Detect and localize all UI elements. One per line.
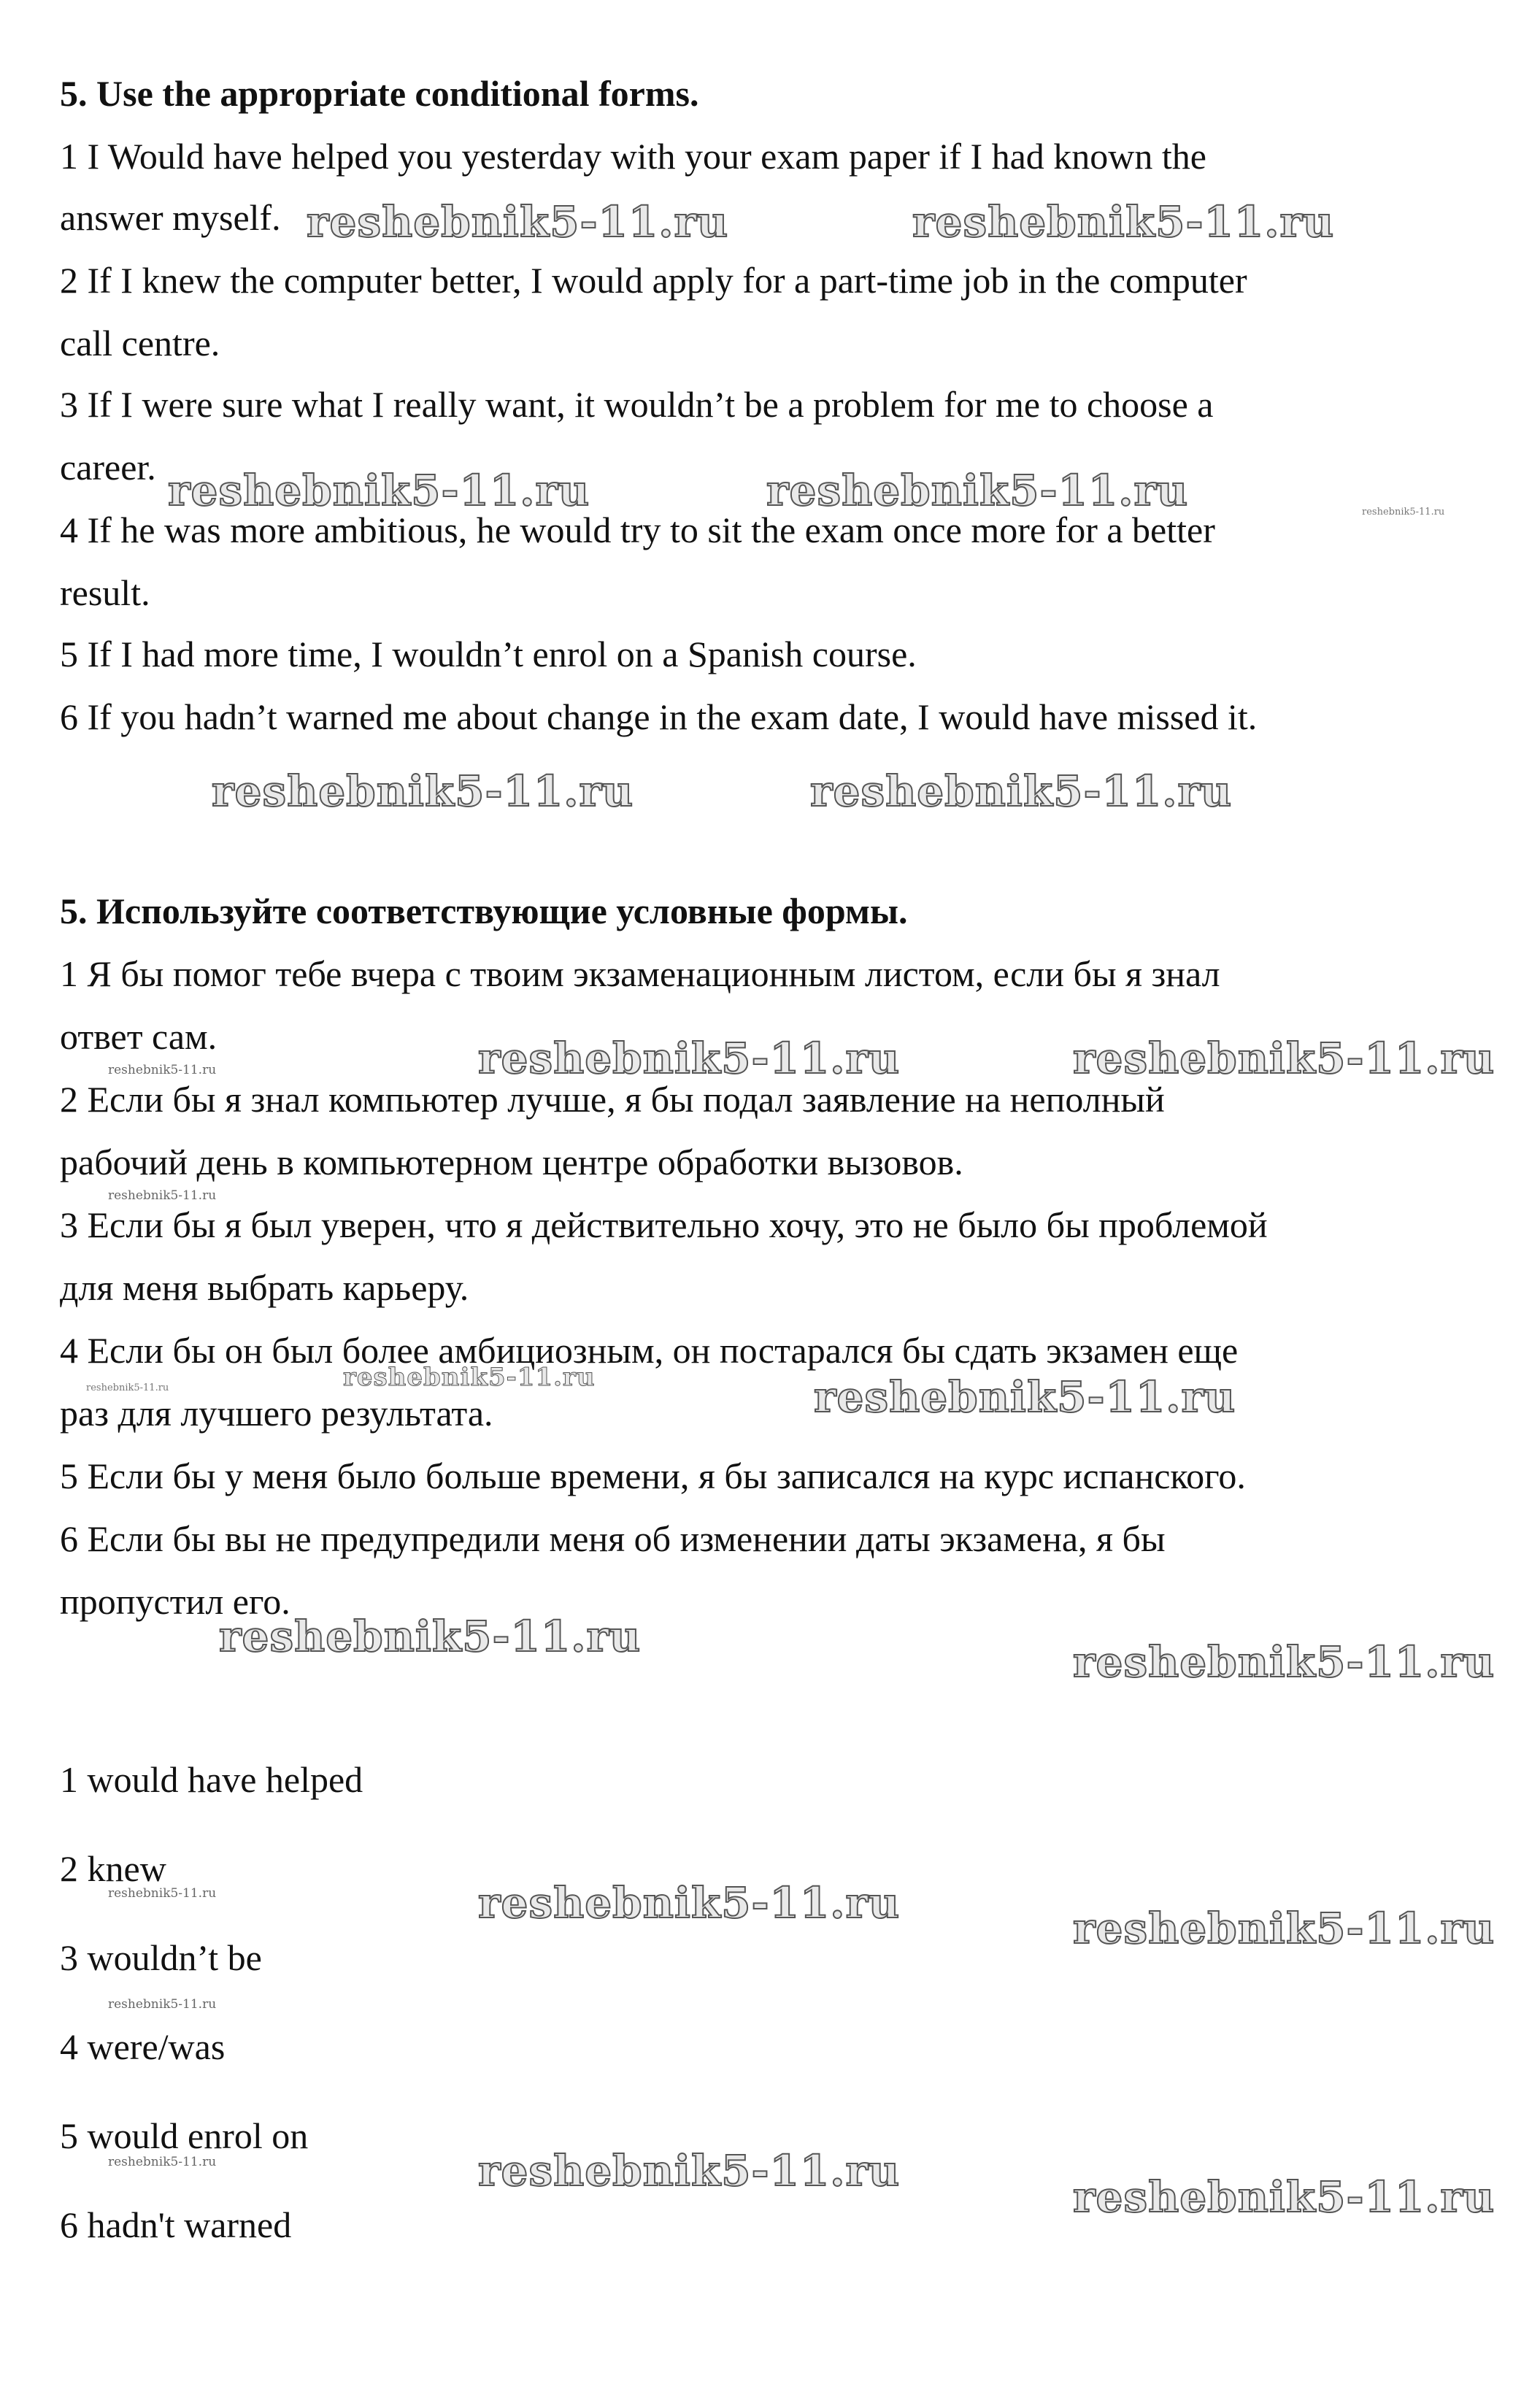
- russian-line: для меня выбрать карьеру.: [60, 1267, 469, 1308]
- answer-item: 3 wouldn’t be: [60, 1937, 262, 1978]
- watermark: reshebnik5-11.ru: [810, 766, 1233, 816]
- watermark: reshebnik5-11.ru: [108, 1997, 217, 2012]
- english-line: result.: [60, 572, 150, 613]
- watermark: reshebnik5-11.ru: [108, 1886, 217, 1901]
- watermark: reshebnik5-11.ru: [1073, 1034, 1495, 1083]
- russian-line: раз для лучшего результата.: [60, 1393, 493, 1434]
- english-line: 1 I Would have helped you yesterday with your exam paper if I had known the: [60, 136, 1206, 177]
- watermark: reshebnik5-11.ru: [478, 1878, 901, 1928]
- russian-line: 4 Если бы он был более амбициозным, он постарался бы сдать экзамен еще: [60, 1330, 1239, 1371]
- english-line: call centre.: [60, 323, 220, 364]
- watermark: reshebnik5-11.ru: [814, 1372, 1236, 1422]
- english-line: 2 If I knew the computer better, I would apply for a part-time job in the computer: [60, 260, 1247, 301]
- english-line: 3 If I were sure what I really want, it wouldn’t be a problem for me to choose a: [60, 384, 1214, 425]
- russian-line: ответ сам.: [60, 1016, 217, 1057]
- answer-item: 2 knew: [60, 1848, 166, 1889]
- answer-item: 1 would have helped: [60, 1759, 363, 1800]
- english-line: 4 If he was more ambitious, he would try to sit the exam once more for a better: [60, 509, 1215, 550]
- english-line: career.: [60, 447, 156, 488]
- answer-item: 6 hadn't warned: [60, 2204, 292, 2245]
- answer-item: 4 were/was: [60, 2026, 226, 2067]
- russian-line: рабочий день в компьютерном центре обработки вызовов.: [60, 1142, 963, 1182]
- russian-line: 5 Если бы у меня было больше времени, я бы записался на курс испанского.: [60, 1455, 1246, 1496]
- russian-line: пропустил его.: [60, 1581, 290, 1622]
- watermark: reshebnik5-11.ru: [766, 466, 1189, 515]
- answer-item: 5 would enrol on: [60, 2115, 309, 2156]
- watermark: reshebnik5-11.ru: [478, 1034, 901, 1083]
- watermark: reshebnik5-11.ru: [108, 1188, 217, 1203]
- watermark: reshebnik5-11.ru: [86, 1382, 169, 1393]
- watermark: reshebnik5-11.ru: [307, 197, 729, 247]
- watermark: reshebnik5-11.ru: [912, 197, 1335, 247]
- watermark: reshebnik5-11.ru: [1362, 507, 1445, 518]
- watermark: reshebnik5-11.ru: [212, 766, 634, 816]
- russian-line: 1 Я бы помог тебе вчера с твоим экзаменационным листом, если бы я знал: [60, 953, 1220, 994]
- english-line: 6 If you hadn’t warned me about change in the exam date, I would have missed it.: [60, 696, 1258, 737]
- watermark: reshebnik5-11.ru: [108, 2155, 217, 2169]
- watermark: reshebnik5-11.ru: [168, 466, 590, 515]
- watermark: reshebnik5-11.ru: [108, 1063, 217, 1077]
- russian-line: 3 Если бы я был уверен, что я действительно хочу, это не было бы проблемой: [60, 1204, 1268, 1245]
- watermark: reshebnik5-11.ru: [1073, 2172, 1495, 2222]
- watermark: reshebnik5-11.ru: [343, 1363, 596, 1392]
- watermark: reshebnik5-11.ru: [1073, 1904, 1495, 1953]
- watermark: reshebnik5-11.ru: [219, 1612, 642, 1661]
- english-line: answer myself.: [60, 197, 281, 238]
- watermark: reshebnik5-11.ru: [1073, 1637, 1495, 1687]
- russian-line: 2 Если бы я знал компьютер лучше, я бы подал заявление на неполный: [60, 1079, 1165, 1120]
- watermark: reshebnik5-11.ru: [478, 2146, 901, 2196]
- english-heading: 5. Use the appropriate conditional forms.: [60, 73, 699, 114]
- russian-line: 6 Если бы вы не предупредили меня об изменении даты экзамена, я бы: [60, 1518, 1166, 1559]
- russian-heading: 5. Используйте соответствующие условные формы.: [60, 891, 908, 931]
- english-line: 5 If I had more time, I wouldn’t enrol on a Spanish course.: [60, 634, 917, 674]
